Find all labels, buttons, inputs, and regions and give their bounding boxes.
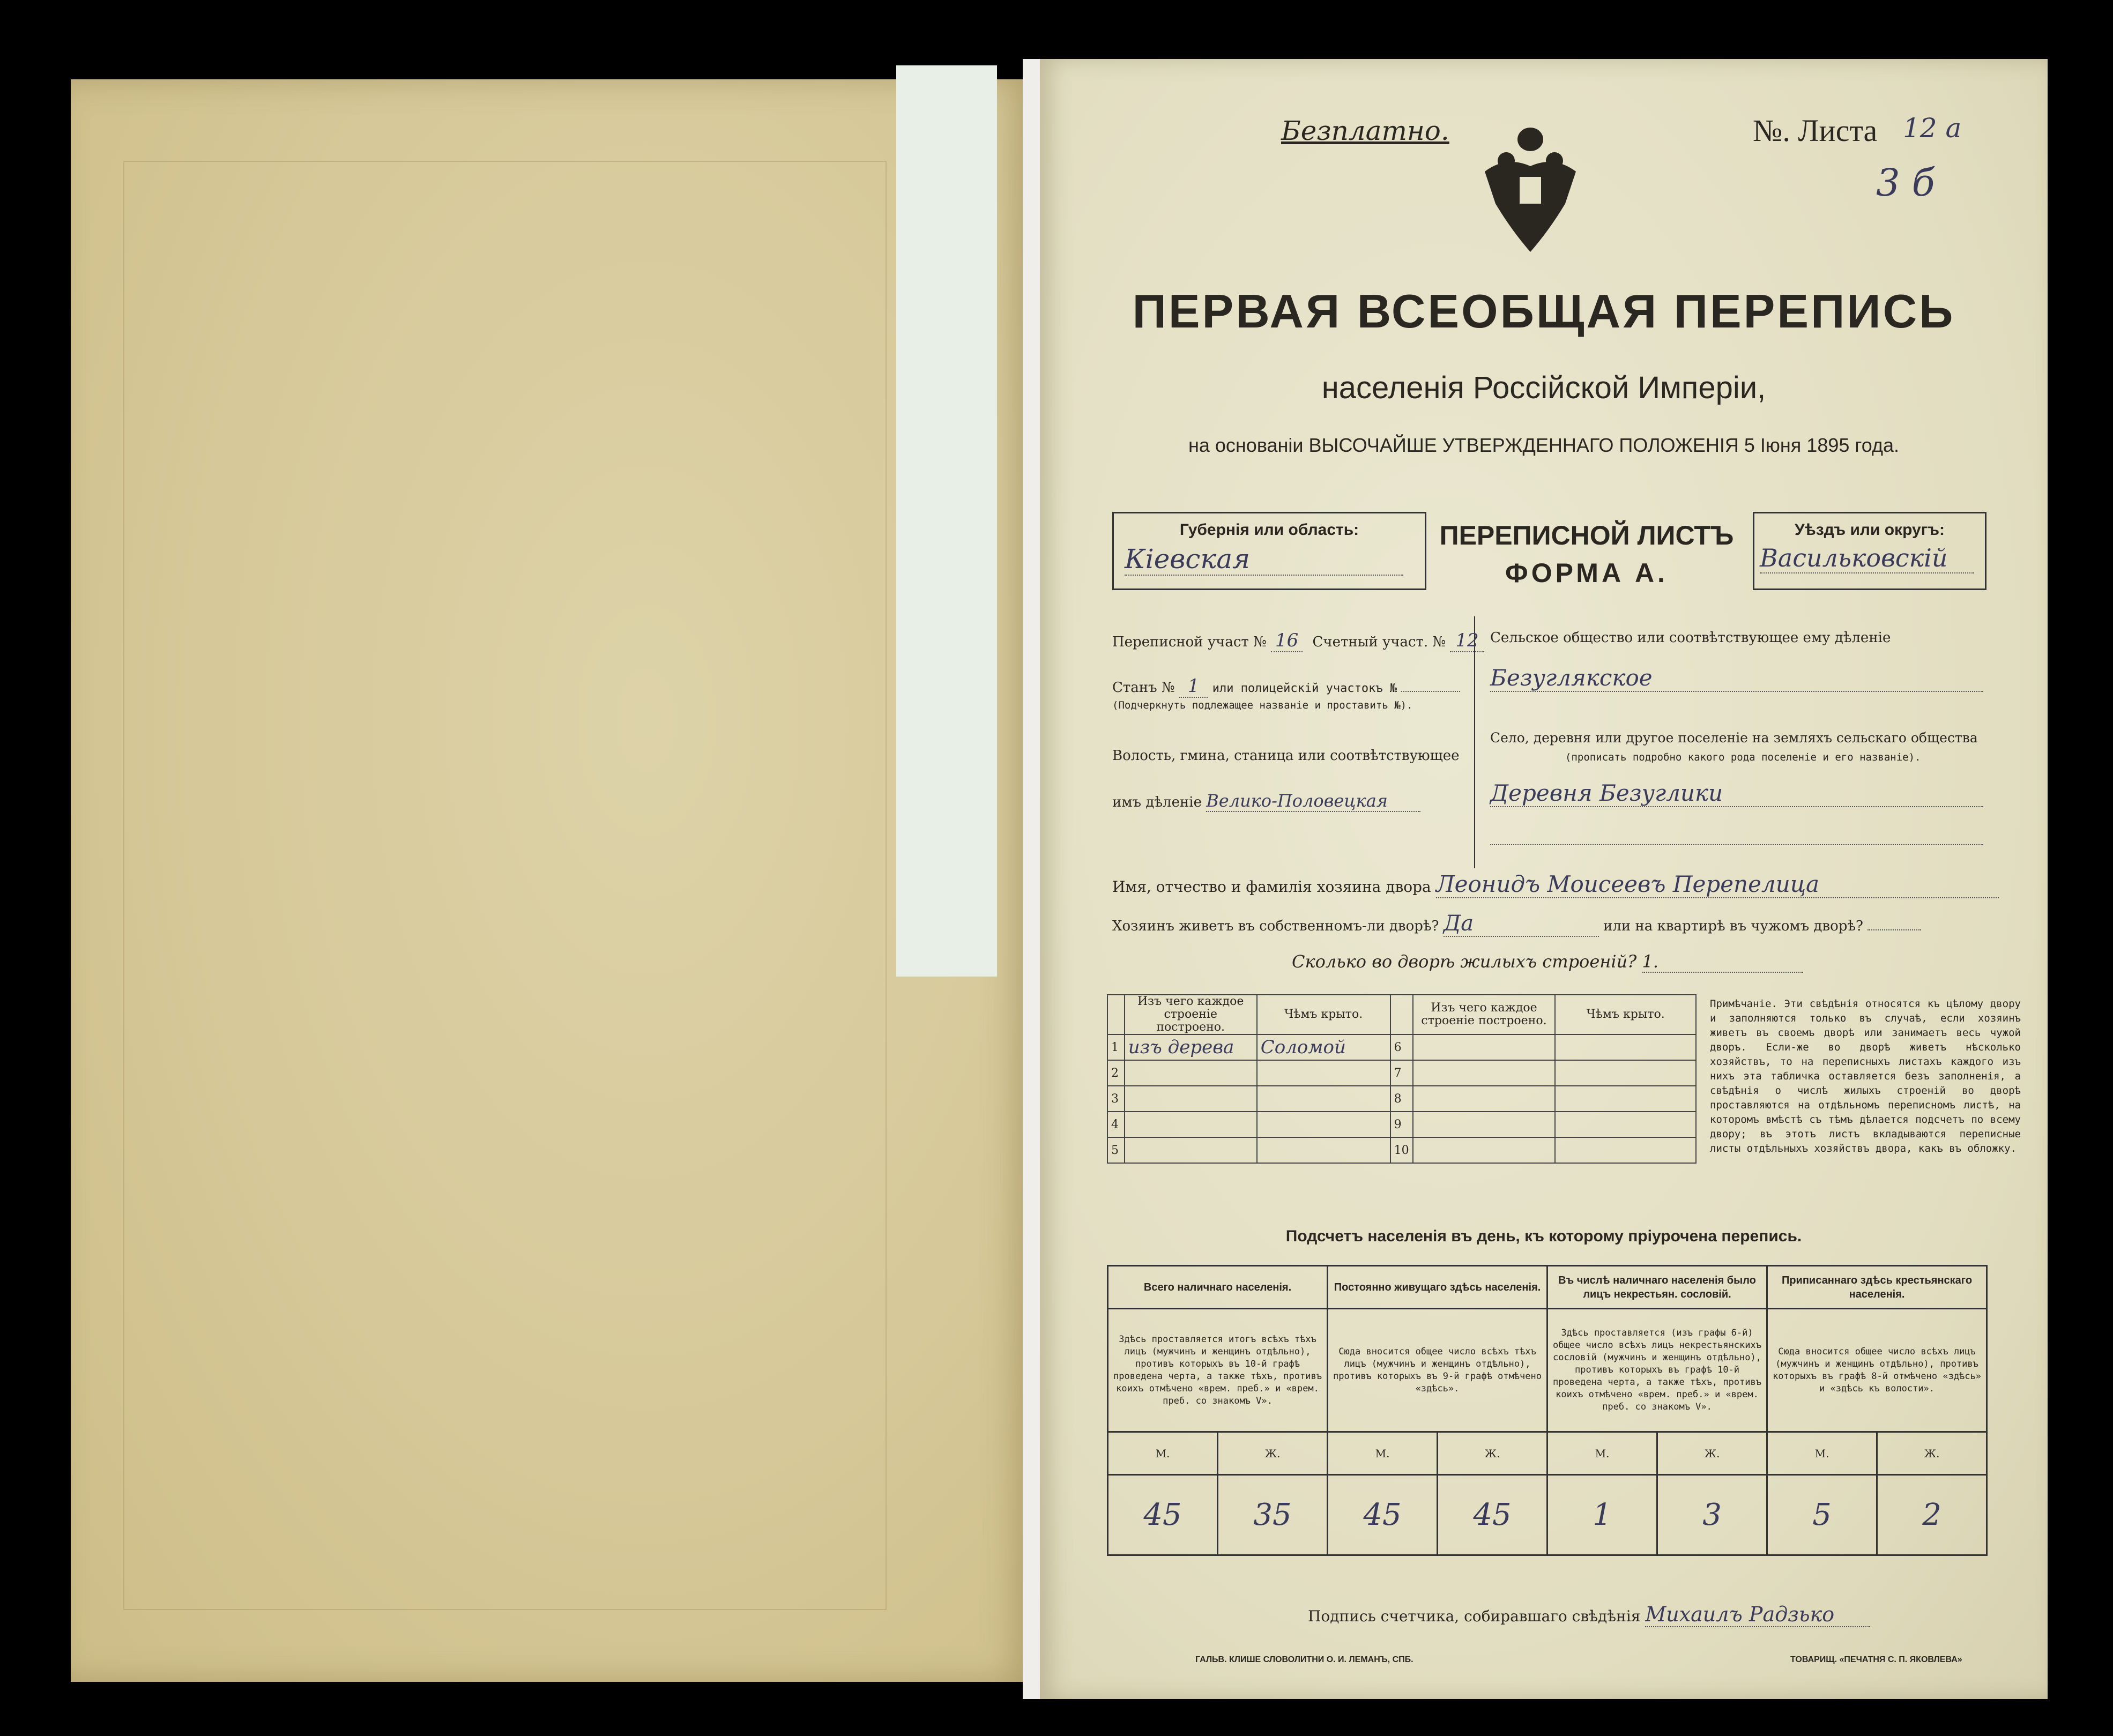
header-n2 [1390, 995, 1413, 1034]
male-count: 45 [1328, 1475, 1438, 1555]
gubernia-label: Губернія или область: [1179, 521, 1359, 539]
row-number: 7 [1390, 1060, 1413, 1086]
village-extra-line [1490, 839, 1983, 845]
female-header: Ж. [1657, 1432, 1767, 1475]
owner-label: Имя, отчество и фамилія хозяина двора [1112, 878, 1431, 896]
printer-left: ГАЛЬВ. КЛИШЕ СЛОВОЛИТНИ О. И. ЛЕМАНЪ, СПБ. [1195, 1655, 1413, 1664]
form-main-title: ПЕРВАЯ ВСЕОБЩАЯ ПЕРЕПИСЬ [1132, 285, 1955, 338]
row-number: 8 [1390, 1086, 1413, 1112]
free-label: Безплатно. [1281, 115, 1449, 146]
owner-value: Леонидъ Моисеевъ Перепелица [1436, 871, 1999, 898]
census-section-value: 16 [1271, 630, 1303, 652]
male-header: М. [1328, 1432, 1438, 1475]
buildings-note: Примѣчаніе. Эти свѣдѣнія относятся къ цѣлому двору и заполняются только въ случаѣ, если хозяинъ живетъ въ своемъ дворѣ или занимаетъ весь чужой дворъ. Если-же во дворѣ живетъ нѣсколько хозяйствъ, то на переписныхъ листахъ каждого изъ нихъ эта табличка оставляется безъ заполненія, а свѣдѣнія о числѣ жилыхъ строеній во дворѣ проставляются на отдѣльномъ переписномъ листѣ, на которомъ вмѣстѣ съ тѣмъ дѣлается подсчетъ по всему двору; въ этотъ листъ вкладываются переписные листы отдѣльныхъ хозяйствъ двора, какъ въ обложку. [1710, 998, 2021, 1154]
buildings-value: 1. [1642, 951, 1803, 973]
yard-field [1112, 911, 1921, 937]
male-header: М. [1767, 1432, 1877, 1475]
underline-note: (Подчеркнуть подлежащее названіе и проставить №). [1112, 699, 1413, 711]
material-cell [1413, 1086, 1556, 1112]
count-section-value: 12 [1450, 630, 1484, 652]
roof-cell [1555, 1137, 1696, 1163]
female-count: 3 [1657, 1475, 1767, 1555]
table-row [1107, 1034, 1696, 1060]
own-yard-value: Да [1444, 911, 1599, 937]
left-page-bleed-frame [123, 161, 887, 1610]
row-number: 9 [1390, 1112, 1413, 1137]
male-header: М. [1547, 1432, 1657, 1475]
female-header: Ж. [1218, 1432, 1328, 1475]
population-table [1107, 1265, 1988, 1556]
table-row [1107, 1112, 1696, 1137]
stan-field [1112, 675, 1460, 697]
roof-cell [1555, 1112, 1696, 1137]
row-number: 6 [1390, 1034, 1413, 1060]
police-blank [1401, 691, 1460, 692]
female-count: 45 [1438, 1475, 1547, 1555]
society-label: Сельское общество или соотвѣтствующее ему дѣленіе [1490, 630, 1891, 646]
material-cell [1413, 1060, 1556, 1086]
group-title: Всего наличнаго населенія. [1108, 1266, 1328, 1309]
female-count: 35 [1218, 1475, 1328, 1555]
table-row [1107, 1086, 1696, 1112]
row-number: 1 [1107, 1034, 1125, 1060]
volost-label-2: имъ дѣленіе [1112, 794, 1202, 810]
uezd-label: Уѣздъ или округъ: [1794, 521, 1945, 539]
group-desc: Здѣсь проставляется (изъ графы 6-й) общее число всѣхъ лицъ некрестьянскихъ сословій (мужчинъ и женщинъ отдѣльно), противъ которыхъ въ графѣ 10-й проведена черта, а также тѣхъ, противъ коихъ отмѣчено «врем. преб.» и «врем. преб. со знакомъ V». [1547, 1309, 1767, 1432]
roof-cell [1555, 1034, 1696, 1060]
table-row [1107, 1060, 1696, 1086]
col-material-left: Изъ чего каждое строеніе построено. [1125, 995, 1257, 1034]
roof-cell [1257, 1137, 1390, 1163]
material-cell [1413, 1137, 1556, 1163]
table-row [1107, 1137, 1696, 1163]
uezd-box [1753, 512, 1986, 590]
police-label: или полицейскій участокъ № [1212, 682, 1397, 695]
form-sheet-title: ПЕРЕПИСНОЙ ЛИСТЪ [1439, 520, 1734, 550]
row-number: 10 [1390, 1137, 1413, 1163]
sheet-sub-number: 3 б [1876, 161, 1935, 205]
fields-divider [1474, 616, 1475, 868]
gubernia-value: Кіевская [1125, 543, 1403, 576]
material-cell [1125, 1060, 1257, 1086]
row-number: 5 [1107, 1137, 1125, 1163]
rent-blank [1868, 929, 1921, 930]
owner-field [1112, 871, 1999, 898]
buildings-label: Сколько во дворѣ жилыхъ строеній? [1292, 951, 1637, 972]
female-count: 2 [1877, 1475, 1987, 1555]
material-cell [1125, 1137, 1257, 1163]
group-desc: Сюда вносится общее число всѣхъ тѣхъ лицъ (мужчинъ и женщинъ отдѣльно), противъ которыхъ въ 9-й графѣ отмѣчено «здѣсь». [1328, 1309, 1547, 1432]
group-title: Въ числѣ наличнаго населенія было лицъ некрестьян. сословій. [1547, 1266, 1767, 1309]
material-cell [1413, 1034, 1556, 1060]
volost-label: Волость, гмина, станица или соотвѣтствующее [1112, 748, 1460, 764]
male-count: 1 [1547, 1475, 1657, 1555]
group-title: Приписаннаго здѣсь крестьянскаго населенія. [1767, 1266, 1987, 1309]
stan-label: Станъ № [1112, 680, 1175, 696]
village-label: Село, деревня или другое поселеніе на земляхъ сельскаго общества [1490, 730, 1978, 746]
material-cell [1125, 1112, 1257, 1137]
roof-cell [1555, 1086, 1696, 1112]
population-heading: Подсчетъ населенія въ день, къ которому пріурочена перепись. [1285, 1227, 1802, 1245]
census-section-field [1112, 630, 1484, 651]
signature-value: Михаилъ Радзько [1645, 1603, 1870, 1627]
roof-cell: Соломой [1257, 1034, 1390, 1060]
buildings-table [1107, 994, 1697, 1164]
sheet-number-label: №. Листа [1753, 113, 1878, 148]
col-roof-left: Чѣмъ крыто. [1257, 995, 1390, 1034]
own-yard-label: Хозяинъ живетъ въ собственномъ-ли дворѣ? [1112, 918, 1439, 934]
paper-tab [896, 65, 997, 977]
sheet-number-value: 12 а [1903, 113, 1962, 144]
group-title: Постоянно живущаго здѣсь населенія. [1328, 1266, 1547, 1309]
gubernia-box [1112, 512, 1426, 590]
roof-cell [1257, 1060, 1390, 1086]
group-desc: Здѣсь проставляется итогъ всѣхъ тѣхъ лицъ (мужчинъ и женщинъ отдѣльно), противъ которыхъ въ 10-й графѣ проведена черта, а также тѣхъ, противъ коихъ отмѣчено «врем. преб.» и «врем. преб. со знакомъ V». [1108, 1309, 1328, 1432]
signature-label: Подпись счетчика, собиравшаго свѣдѣнія [1308, 1607, 1641, 1625]
material-cell: изъ дерева [1125, 1034, 1257, 1060]
printer-right: ТОВАРИЩ. «ПЕЧАТНЯ С. П. ЯКОВЛЕВА» [1790, 1655, 1962, 1664]
volost-field [1112, 791, 1420, 812]
form-subtitle: населенія Россійской Имперіи, [1321, 370, 1766, 405]
society-value: Безуглякское [1490, 665, 1983, 692]
volost-value: Велико-Половецкая [1206, 791, 1420, 812]
material-cell [1125, 1086, 1257, 1112]
header-n [1107, 995, 1125, 1034]
roof-cell [1257, 1112, 1390, 1137]
rent-label: или на квартирѣ въ чужомъ дворѣ? [1603, 918, 1863, 934]
roof-cell [1555, 1060, 1696, 1086]
col-roof-right: Чѣмъ крыто. [1555, 995, 1696, 1034]
male-header: М. [1108, 1432, 1218, 1475]
form-sheet-subtitle: ФОРМА А. [1505, 558, 1668, 588]
village-note: (прописать подробно какого рода поселеніе и его названіе). [1565, 751, 1921, 763]
col-material-right: Изъ чего каждое строеніе построено. [1413, 995, 1556, 1034]
uezd-value: Васильковскій [1760, 543, 1974, 573]
form-legal-basis: на основаніи ВЫСОЧАЙШЕ УТВЕРЖДЕННАГО ПОЛОЖЕНІЯ 5 Іюня 1895 года. [1188, 434, 1899, 456]
census-section-label: Переписной участ № [1112, 634, 1267, 650]
signature-field [1308, 1603, 1870, 1627]
female-header: Ж. [1877, 1432, 1987, 1475]
census-form-page [1040, 59, 2048, 1699]
male-count: 5 [1767, 1475, 1877, 1555]
stan-value: 1 [1179, 675, 1208, 698]
male-count: 45 [1108, 1475, 1218, 1555]
female-header: Ж. [1438, 1432, 1547, 1475]
row-number: 2 [1107, 1060, 1125, 1086]
buildings-field [1292, 951, 1803, 973]
roof-cell [1257, 1086, 1390, 1112]
imperial-eagle-emblem [1474, 123, 1587, 263]
group-desc: Сюда вносится общее число всѣхъ лицъ (мужчинъ и женщинъ отдѣльно), противъ которыхъ въ графѣ 8-й отмѣчено «здѣсь» и «здѣсь къ волости». [1767, 1309, 1987, 1432]
village-value: Деревня Безуглики [1490, 780, 1983, 807]
row-number: 4 [1107, 1112, 1125, 1137]
row-number: 3 [1107, 1086, 1125, 1112]
material-cell [1413, 1112, 1556, 1137]
count-section-label: Счетный участ. № [1312, 634, 1446, 650]
